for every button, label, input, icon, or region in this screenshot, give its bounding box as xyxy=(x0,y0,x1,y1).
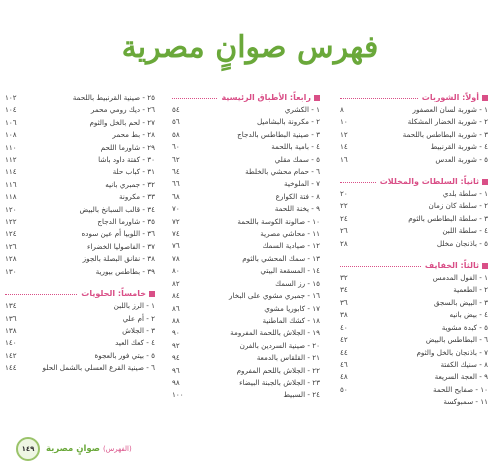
recipe-name: ١٥ - رز السمك xyxy=(275,278,320,288)
index-entry xyxy=(172,303,320,315)
leader-space xyxy=(356,141,431,153)
page-number: ٤٦ xyxy=(340,359,348,369)
index-entry xyxy=(5,337,155,349)
index-entry xyxy=(5,300,155,312)
recipe-name: ٣٠ - كفتة داود باشا xyxy=(98,155,155,165)
leader-space xyxy=(356,384,433,396)
index-entry xyxy=(340,188,488,200)
index-entry xyxy=(340,347,488,359)
index-entry xyxy=(340,129,488,141)
index-entry xyxy=(172,389,320,401)
recipe-name: ٣٩ - بطاطس بيورية xyxy=(95,266,155,276)
section-bullet-icon xyxy=(149,291,155,297)
leader-space xyxy=(188,228,260,240)
recipe-name: ٢٩ - شاورما اللحم xyxy=(100,142,155,152)
page-number: ١٣٨ xyxy=(5,325,17,335)
recipe-name: ٣٨ - نقانق البصلة بالجوز xyxy=(82,254,155,264)
section-heading xyxy=(5,288,155,300)
leader-space xyxy=(188,377,239,389)
recipe-name: ٣٥ - شاورما الدجاج xyxy=(97,217,155,227)
leader-space xyxy=(188,216,237,228)
section-gap xyxy=(340,166,488,176)
leader-space xyxy=(188,141,271,153)
index-entry xyxy=(172,116,320,128)
index-entry xyxy=(340,359,488,371)
index-entry xyxy=(172,327,320,339)
leader-space xyxy=(21,166,113,178)
section-heading-label: ثانياً: السلطات والمخللات xyxy=(379,177,479,187)
page-number: ٧٢ xyxy=(172,216,180,226)
index-entry xyxy=(172,340,320,352)
section-rule xyxy=(340,98,418,99)
recipe-name: ٢٤ - السبيط xyxy=(283,390,320,400)
leader-space xyxy=(188,365,237,377)
recipe-name: ٢٢ - الجلاش باللحم المفروم xyxy=(236,365,320,375)
page-number: ٩٠ xyxy=(172,328,180,338)
page-footer xyxy=(16,438,132,460)
leader-space xyxy=(21,216,97,228)
page-number: ٩٨ xyxy=(172,377,180,387)
leader-space xyxy=(21,191,119,203)
index-entry xyxy=(340,396,488,408)
page-number: ٧٦ xyxy=(172,241,180,251)
recipe-name: ٣٣ - مكرونة xyxy=(118,192,155,202)
index-entry xyxy=(5,350,155,362)
page-number: ١٣٤ xyxy=(5,301,17,311)
page-number: ١٠٠ xyxy=(172,390,184,400)
leader-space xyxy=(188,178,284,190)
recipe-name: ٢ - سلطة كان زمان xyxy=(428,201,488,211)
page-number: ٥٠ xyxy=(340,384,348,394)
recipe-name: ١٠ - صالونة الكوسة باللحمة xyxy=(237,216,320,226)
section-heading xyxy=(172,92,320,104)
recipe-name: ١٩ - الجلاش باللحمة المفرومة xyxy=(230,328,320,338)
recipe-name: ٦ - حمام محشي بالخلطة xyxy=(245,167,320,177)
recipe-name: ١١ - محاشي مصرية xyxy=(260,229,320,239)
recipe-name: ٣ - الجلاش xyxy=(122,325,155,335)
index-entry xyxy=(340,272,488,284)
recipe-name: ٤ - بامية باللحمة xyxy=(271,142,320,152)
footer-book-title: صوانٍ مصرية xyxy=(46,444,100,454)
recipe-name: ١٢ - صيادية السمك xyxy=(262,241,320,251)
page-number: ١٠٤ xyxy=(5,105,17,115)
leader-space xyxy=(356,129,403,141)
recipe-name: ٢ - أم علي xyxy=(122,313,155,323)
section-rule xyxy=(340,182,376,183)
leader-space xyxy=(188,352,257,364)
leader-space xyxy=(188,253,242,265)
recipe-name: ٢٠ - صينية السردين بالفرن xyxy=(239,340,320,350)
page-number: ١٢٨ xyxy=(5,254,17,264)
page-number: ١٣٦ xyxy=(5,313,17,323)
page-number: ٩٤ xyxy=(172,353,180,363)
page-number: ٤٢ xyxy=(340,335,348,345)
leader-space xyxy=(356,272,433,284)
leader-space xyxy=(188,265,260,277)
index-entry xyxy=(340,213,488,225)
page-number: ٦٠ xyxy=(172,142,180,152)
leader-space xyxy=(356,322,442,334)
recipe-name: ٢ - شوربة الخضار المشكلة xyxy=(407,117,488,127)
index-entry xyxy=(172,166,320,178)
page-number: ٥٨ xyxy=(172,129,180,139)
index-column-middle xyxy=(172,92,320,402)
recipe-name: ٣٧ - الفاصوليا الخضراء xyxy=(87,241,155,251)
section-heading-label: ثالثاً: الخفايف xyxy=(424,261,479,271)
index-column-right xyxy=(340,92,488,409)
index-entry xyxy=(172,154,320,166)
page-number: ١٠٨ xyxy=(5,130,17,140)
index-entry xyxy=(340,238,488,250)
recipe-name: ٢١ - القلقاس بالدمعة xyxy=(256,353,320,363)
recipe-name: ٨ - فتة الكوارع xyxy=(275,191,320,201)
leader-space xyxy=(356,284,453,296)
index-entry xyxy=(5,129,155,141)
page-number: ١٤٢ xyxy=(5,350,17,360)
index-entry xyxy=(172,290,320,302)
page-number: ٧٤ xyxy=(172,229,180,239)
page-number: ٥٤ xyxy=(172,105,180,114)
recipe-name: ١٧ - كابوريا مشوي xyxy=(264,303,320,313)
page-number: ٢٨ xyxy=(340,238,348,248)
leader-space xyxy=(356,359,440,371)
section-heading xyxy=(340,176,488,188)
index-entry xyxy=(5,92,155,104)
index-entry xyxy=(340,309,488,321)
page-number: ٤٤ xyxy=(340,347,348,357)
recipe-name: ٦ - صينية القرع العسلي بالشمل الحلو xyxy=(42,363,155,373)
page-number: ١٠٦ xyxy=(5,117,17,127)
leader-space xyxy=(356,297,434,309)
recipe-name: ١١ - سمبوكسة xyxy=(443,397,488,407)
page-number: ٢٤ xyxy=(340,213,348,223)
footer-section-label: (الفهرس) xyxy=(102,445,132,453)
index-entry xyxy=(340,371,488,383)
leader-space xyxy=(21,300,114,312)
recipe-name: ٣ - صينية البطاطس بالدجاج xyxy=(237,129,320,139)
index-entry xyxy=(340,297,488,309)
page-number: ٤٠ xyxy=(340,322,348,332)
index-entry xyxy=(172,315,320,327)
index-entry xyxy=(5,313,155,325)
recipe-name: ٤ - شوربة القرنبيط xyxy=(430,142,488,152)
section-bullet-icon xyxy=(482,263,488,269)
index-entry xyxy=(172,191,320,203)
page-number: ١١٤ xyxy=(5,167,17,177)
leader-space xyxy=(21,362,43,374)
index-entry xyxy=(172,104,320,116)
page-number: ٣٢ xyxy=(340,273,348,283)
recipe-name: ٣ - البيض بالسجق xyxy=(433,297,488,307)
page-number: ١٢٠ xyxy=(5,204,17,214)
section-rule xyxy=(340,266,421,267)
page-number: ٦٤ xyxy=(172,167,180,177)
recipe-name: ٥ - سمك مقلي xyxy=(274,154,320,164)
page-number: ٣٨ xyxy=(340,310,348,320)
page-number: ٩٦ xyxy=(172,365,180,375)
index-entry xyxy=(5,104,155,116)
index-column-left xyxy=(5,92,155,375)
recipe-name: ١٣ - سمك المحشي بالثوم xyxy=(242,253,320,263)
page-number: ٨٦ xyxy=(172,303,180,313)
leader-space xyxy=(188,203,275,215)
leader-space xyxy=(356,116,408,128)
page-number: ١٠ xyxy=(340,117,348,127)
index-entry xyxy=(5,191,155,203)
page-number: ١٢٦ xyxy=(5,241,17,251)
index-entry xyxy=(5,179,155,191)
leader-space xyxy=(188,116,257,128)
page-number: ٨٠ xyxy=(172,266,180,276)
index-entry xyxy=(172,278,320,290)
leader-space xyxy=(356,334,426,346)
leader-space xyxy=(188,340,240,352)
recipe-name: ٢٧ - لحم بالخل والثوم xyxy=(89,117,155,127)
recipe-name: ١٦ - جمبري مشوي على البخار xyxy=(228,291,320,301)
leader-space xyxy=(188,104,285,116)
page-number: ٦٨ xyxy=(172,191,180,201)
index-entry xyxy=(5,142,155,154)
leader-space xyxy=(356,154,435,166)
leader-space xyxy=(356,213,408,225)
page-number: ٢٠ xyxy=(340,189,348,199)
leader-space xyxy=(188,191,276,203)
leader-space xyxy=(21,104,91,116)
leader-space xyxy=(356,309,449,321)
recipe-name: ٣٢ - جمبري بانيه xyxy=(105,179,155,189)
index-entry xyxy=(172,203,320,215)
recipe-name: ٩ - يخنة اللحمة xyxy=(274,204,320,214)
index-entry xyxy=(340,225,488,237)
index-entry xyxy=(172,129,320,141)
leader-space xyxy=(21,350,94,362)
index-entry xyxy=(172,253,320,265)
leader-space xyxy=(21,228,82,240)
recipe-name: ٢٨ - بط محمر xyxy=(112,130,155,140)
leader-space xyxy=(356,238,437,250)
recipe-name: ٨ - سنيك الكفتة xyxy=(440,359,488,369)
index-entry xyxy=(340,104,488,116)
recipe-name: ٤ - سلطة اللبن xyxy=(442,226,488,236)
recipe-name: ٣١ - كباب حلة xyxy=(112,167,155,177)
page-number: ٢٦ xyxy=(340,226,348,236)
recipe-name: ٤ - كعك العيد xyxy=(115,338,155,348)
page-number: ١٢ xyxy=(340,129,348,139)
page-number: ١١٢ xyxy=(5,155,17,165)
leader-space xyxy=(356,225,442,237)
leader-space xyxy=(188,166,245,178)
page-number-badge: ١٤٩ xyxy=(16,437,40,461)
leader-space xyxy=(21,313,123,325)
page-number: ٦٦ xyxy=(172,179,180,189)
index-entry xyxy=(5,117,155,129)
page-number: ٢٢ xyxy=(340,201,348,211)
recipe-name: ٥ - بيتي فور بالعجوة xyxy=(94,350,155,360)
leader-space xyxy=(188,389,283,401)
recipe-name: ٤ - بيض بانيه xyxy=(449,310,488,320)
page-number: ١٤ xyxy=(340,142,348,152)
page-number: ٩٢ xyxy=(172,340,180,350)
leader-space xyxy=(356,104,413,116)
recipe-name: ٣ - شوربة البطاطس باللحمة xyxy=(402,129,488,139)
leader-space xyxy=(356,396,443,408)
index-entry xyxy=(172,377,320,389)
page-number xyxy=(340,396,356,408)
recipe-name: ٧ - باذنجان بالخل والثوم xyxy=(416,347,488,357)
section-heading xyxy=(340,260,488,272)
leader-space xyxy=(21,253,83,265)
recipe-name: ٢ - الطعمية xyxy=(453,285,488,295)
leader-space xyxy=(21,179,105,191)
index-entry xyxy=(340,334,488,346)
leader-space xyxy=(21,92,73,104)
recipe-name: ٥ - باذنجان مخلل xyxy=(436,238,488,248)
recipe-name: ٢٣ - الجلاش بالجبنة البيضاء xyxy=(239,377,320,387)
recipe-name: ١٤ - المسقعة البيتي xyxy=(260,266,320,276)
recipe-name: ٥ - شوربة العدس xyxy=(435,154,488,164)
page-number: ٧٠ xyxy=(172,204,180,214)
recipe-name: ١٠ - صفايح اللحمة xyxy=(433,384,488,394)
leader-space xyxy=(356,371,435,383)
index-entry xyxy=(5,266,155,278)
recipe-name: ٣ - سلطة البطاطس بالثوم xyxy=(408,213,488,223)
index-entry xyxy=(5,154,155,166)
page-number: ٥٦ xyxy=(172,117,180,127)
index-entry xyxy=(172,216,320,228)
page-number: ٦٢ xyxy=(172,154,180,164)
leader-space xyxy=(188,290,229,302)
recipe-name: ٢٥ - صينية القرنبيط باللحمة xyxy=(72,93,155,102)
leader-space xyxy=(21,204,80,216)
recipe-name: ١٨ - كشك الماطنية xyxy=(262,315,320,325)
index-entry xyxy=(5,325,155,337)
recipe-name: ٩ - العجة السريعة xyxy=(434,372,488,382)
recipe-name: ٣٦ - اللوبيا أم عين سوده xyxy=(81,229,155,239)
section-rule xyxy=(172,98,217,99)
index-entry xyxy=(5,241,155,253)
index-entry xyxy=(5,228,155,240)
index-entry xyxy=(172,365,320,377)
leader-space xyxy=(188,154,275,166)
index-entry xyxy=(340,284,488,296)
recipe-name: ٦ - البطاطس بالبيض xyxy=(425,335,488,345)
leader-space xyxy=(21,117,89,129)
section-heading xyxy=(340,92,488,104)
leader-space xyxy=(188,129,237,141)
index-entry xyxy=(340,141,488,153)
leader-space xyxy=(356,347,416,359)
section-bullet-icon xyxy=(482,95,488,101)
page-title: فهرس صوانٍ مصرية xyxy=(121,30,379,65)
section-heading-label: خامساً: الحلويات xyxy=(81,289,146,299)
leader-space xyxy=(188,327,230,339)
page-number: ٣٦ xyxy=(340,297,348,307)
index-entry xyxy=(172,265,320,277)
recipe-name: ٧ - الملوخية xyxy=(284,179,320,189)
recipe-name: ١ - شوربة لسان العصفور xyxy=(412,105,488,114)
page-number: ٧٨ xyxy=(172,253,180,263)
leader-space xyxy=(21,129,112,141)
section-gap xyxy=(5,278,155,288)
index-entry xyxy=(172,240,320,252)
page-number: ١١٨ xyxy=(5,192,17,202)
section-bullet-icon xyxy=(482,179,488,185)
page-number: ٣٤ xyxy=(340,285,348,295)
page-number: ٨ xyxy=(340,105,344,114)
leader-space xyxy=(21,325,122,337)
section-bullet-icon xyxy=(314,95,320,101)
index-entry xyxy=(5,166,155,178)
index-entry xyxy=(340,384,488,396)
page-number: ١١٦ xyxy=(5,179,17,189)
recipe-name: ٢٦ - ديك رومي محمر xyxy=(90,105,155,115)
leader-space xyxy=(21,241,87,253)
page-number: ١٠٢ xyxy=(5,93,17,102)
page-number: ٨٢ xyxy=(172,278,180,288)
recipe-name: ١ - سلطة بلدي xyxy=(442,189,488,199)
page-number: ١١٠ xyxy=(5,142,17,152)
recipe-name: ٥ - كبدة مشوية xyxy=(441,322,488,332)
recipe-name: ٣٤ - قالب السبانخ بالبيض xyxy=(79,204,155,214)
leader-space xyxy=(188,315,262,327)
section-heading-label: أولاً: الشوربات xyxy=(421,93,479,102)
section-gap xyxy=(340,250,488,260)
index-entry xyxy=(172,178,320,190)
index-entry xyxy=(172,352,320,364)
leader-space xyxy=(21,337,115,349)
index-entry xyxy=(172,141,320,153)
page-number: ١٢٤ xyxy=(5,229,17,239)
index-entry xyxy=(5,362,155,374)
recipe-name: ١ - الكشري xyxy=(284,105,320,114)
page-number: ٤٨ xyxy=(340,372,348,382)
index-entry xyxy=(5,216,155,228)
page-number: ٨٨ xyxy=(172,315,180,325)
index-entry xyxy=(340,200,488,212)
index-entry xyxy=(5,253,155,265)
recipe-name: ١ - الفول المدمس xyxy=(432,273,488,283)
page-number: ١٤٠ xyxy=(5,338,17,348)
page-number: ١٣٠ xyxy=(5,266,17,276)
page-number: ٨٤ xyxy=(172,291,180,301)
leader-space xyxy=(21,154,98,166)
leader-space xyxy=(188,303,264,315)
leader-space xyxy=(188,240,262,252)
index-entry xyxy=(340,322,488,334)
section-heading-label: رابعاً: الأطباق الرئيسية xyxy=(221,93,311,102)
recipe-name: ١ - الرز باللبن xyxy=(113,301,155,311)
index-entry xyxy=(340,154,488,166)
section-rule xyxy=(5,294,77,295)
leader-space xyxy=(356,200,429,212)
page-number: ١٢٢ xyxy=(5,217,17,227)
leader-space xyxy=(21,266,96,278)
leader-space xyxy=(21,142,101,154)
page-number: ١٦ xyxy=(340,154,348,164)
recipe-name: ٢ - مكرونة بالبشاميل xyxy=(256,117,320,127)
index-entry xyxy=(340,116,488,128)
page-number: ١٤٤ xyxy=(5,363,17,373)
leader-space xyxy=(188,278,275,290)
index-entry xyxy=(172,228,320,240)
leader-space xyxy=(356,188,443,200)
index-entry xyxy=(5,204,155,216)
